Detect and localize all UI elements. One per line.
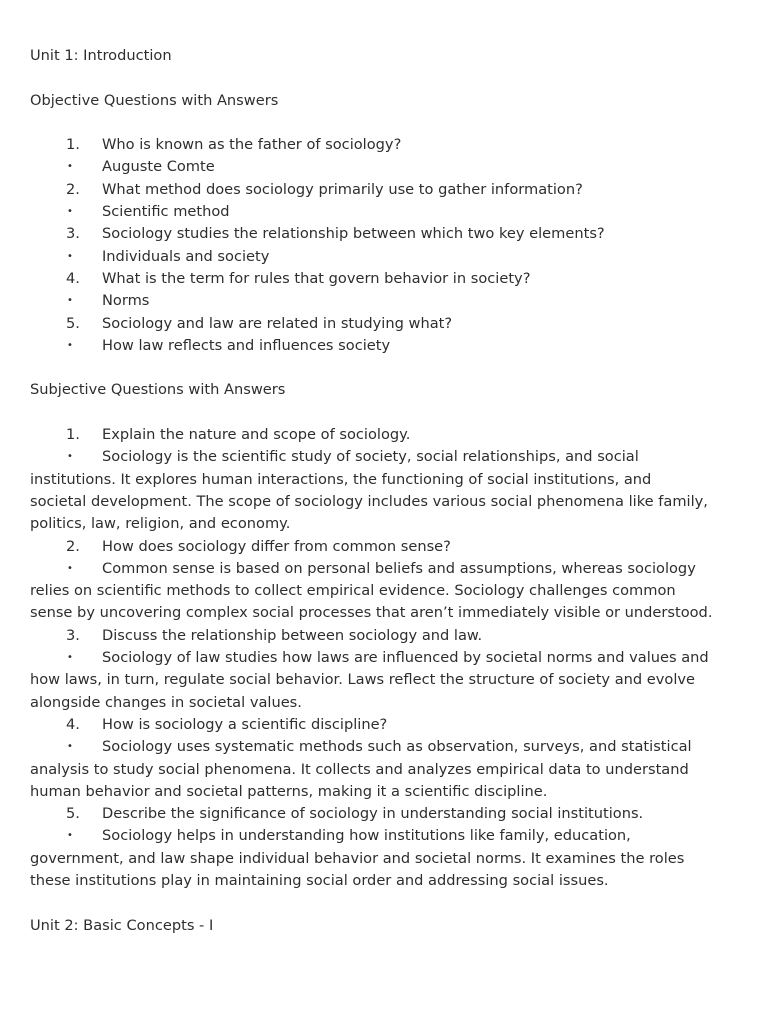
answer-text: Sociology is the scientific study of society, social relationships, and social [102,448,639,466]
subjective-question [30,803,742,825]
subjective-answer-line [30,602,742,624]
unit1-heading: Unit 1: Introduction [30,47,172,64]
answer-text: Common sense is based on personal beliefs and assumptions, whereas sociology [102,559,696,577]
subjective-question [30,424,742,446]
objective-answer [30,246,742,268]
answer-text: Individuals and society [102,247,270,265]
item-number: 3. [66,626,80,644]
subjective-answer-line [30,513,742,535]
question-text: How does sociology differ from common sense? [102,537,451,555]
answer-text: government, and law shape individual behavior and societal norms. It examines the roles [30,849,685,867]
spacer [30,67,742,89]
item-number: 3. [66,225,80,243]
subjective-answer-line [30,870,742,892]
question-text: How is sociology a scientific discipline? [102,715,388,733]
bullet-marker: • [67,339,73,351]
answer-text: these institutions play in maintaining social order and addressing social issues. [30,871,609,889]
objective-question [30,134,742,156]
subjective-question [30,625,742,647]
answer-text: analysis to study social phenomena. It collects and analyzes empirical data to understand [30,760,689,778]
bullet-marker: • [67,250,73,262]
subjective-answer-line [30,759,742,781]
question-text: Who is known as the father of sociology? [102,136,402,154]
subjective-answer-line [30,825,742,847]
question-text: Describe the significance of sociology in understanding social institutions. [102,805,644,823]
question-text: Sociology studies the relationship between which two key elements? [102,225,605,243]
document-body [30,45,742,937]
item-number: 5. [66,314,80,332]
subjective-answer-line [30,491,742,513]
subjective-list [30,424,742,892]
answer-text: Sociology helps in understanding how institutions like family, education, [102,827,631,845]
answer-text: politics, law, religion, and economy. [30,515,291,533]
bullet-marker: • [67,161,73,173]
spacer [30,357,742,379]
objective-question [30,268,742,290]
objective-answer [30,290,742,312]
answer-text: human behavior and societal patterns, making it a scientific discipline. [30,782,548,800]
answer-text: alongside changes in societal values. [30,693,302,711]
item-number: 5. [66,805,80,823]
objective-heading: Objective Questions with Answers [30,91,279,109]
subjective-answer-line [30,669,742,691]
item-number: 4. [66,269,80,287]
item-number: 1. [66,426,80,444]
subjective-answer-line [30,469,742,491]
bullet-marker: • [67,562,73,574]
answer-text: Scientific method [102,203,230,221]
objective-list [30,134,742,357]
subjective-answer-line [30,558,742,580]
spacer [30,402,742,424]
subjective-answer-line [30,692,742,714]
subjective-answer-line [30,580,742,602]
subjective-heading: Subjective Questions with Answers [30,381,286,399]
bullet-marker: • [67,295,73,307]
bullet-marker: • [67,830,73,842]
objective-question [30,179,742,201]
item-number: 2. [66,537,80,555]
bullet-marker: • [67,451,73,463]
item-number: 2. [66,180,80,198]
answer-text: Sociology uses systematic methods such as observation, surveys, and statistical [102,738,692,756]
objective-answer [30,335,742,357]
answer-text: relies on scientific methods to collect empirical evidence. Sociology challenges common [30,582,676,600]
objective-answer [30,201,742,223]
subjective-answer-line [30,848,742,870]
answer-text: Norms [102,292,150,310]
bullet-marker: • [67,741,73,753]
answer-text: Auguste Comte [102,158,215,176]
subjective-answer-line [30,736,742,758]
answer-text: institutions. It explores human interactions, the functioning of social institutions, and [30,470,652,488]
question-text: What is the term for rules that govern behavior in society? [102,269,531,287]
question-text: Explain the nature and scope of sociology. [102,426,411,444]
spacer [30,112,742,134]
answer-text: how laws, in turn, regulate social behavior. Laws reflect the structure of society and evolve [30,671,696,689]
unit2-heading: Unit 2: Basic Concepts - I [30,916,214,934]
subjective-answer-line [30,781,742,803]
objective-answer [30,156,742,178]
answer-text: societal development. The scope of sociology includes various social phenomena like family, [30,492,708,510]
item-number: 4. [66,715,80,733]
objective-question [30,313,742,335]
answer-text: How law reflects and influences society [102,336,391,354]
question-text: Discuss the relationship between sociology and law. [102,626,483,644]
objective-question [30,223,742,245]
subjective-answer-line [30,647,742,669]
spacer [30,892,742,914]
subjective-question [30,536,742,558]
subjective-question [30,714,742,736]
bullet-marker: • [67,206,73,218]
subjective-answer-line [30,446,742,468]
question-text: Sociology and law are related in studying what? [102,314,453,332]
question-text: What method does sociology primarily use to gather information? [102,180,583,198]
answer-text: sense by uncovering complex social processes that aren’t immediately visible or understood. [30,604,713,622]
item-number: 1. [66,136,80,154]
answer-text: Sociology of law studies how laws are influenced by societal norms and values and [102,649,709,667]
bullet-marker: • [67,652,73,664]
